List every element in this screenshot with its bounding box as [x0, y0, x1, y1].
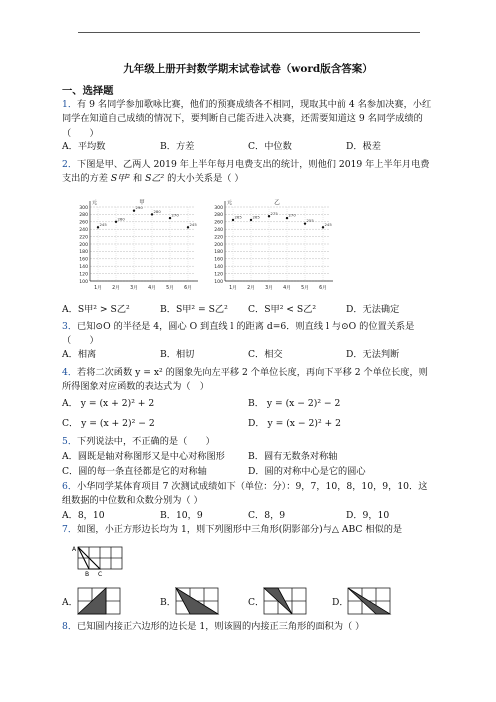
y-tick-label: 160	[214, 257, 223, 263]
data-label: 290	[135, 205, 143, 211]
data-label: 245	[189, 221, 197, 227]
x-tick-label: 1月	[229, 286, 237, 291]
q6-options	[62, 509, 442, 523]
option-d[interactable]: D．无法判断	[346, 349, 400, 360]
option-c[interactable]: C．	[248, 597, 265, 608]
question-number: 3．	[62, 321, 78, 332]
q2-options	[62, 303, 442, 317]
x-tick-label: 3月	[265, 286, 273, 291]
y-tick-label: 300	[214, 205, 223, 211]
option-b[interactable]: B． y = (x − 2)² − 2	[248, 398, 341, 409]
question-8	[62, 620, 436, 634]
y-tick-label: 220	[79, 235, 88, 241]
data-label: 270	[171, 212, 179, 218]
option-c[interactable]: C． y = (x + 2)² − 2	[62, 418, 155, 429]
page-title: 九年级上册开封数学期末试卷试卷（word版含答案）	[123, 63, 373, 75]
y-tick-label: 180	[79, 250, 88, 256]
question-7	[62, 523, 436, 537]
x-tick-label: 4月	[283, 286, 291, 291]
x-tick-label: 5月	[301, 286, 309, 291]
data-label: 255	[306, 218, 314, 224]
y-tick-label: 100	[79, 279, 88, 285]
y-tick-label: 300	[79, 205, 88, 211]
option-a[interactable]: A．平均数	[62, 141, 106, 152]
y-tick-label: 240	[214, 228, 223, 233]
question-number: 1．	[62, 99, 78, 110]
x-tick-label: 1月	[94, 286, 102, 291]
q5-options	[62, 450, 442, 480]
section-heading: 一、选择题	[62, 85, 114, 97]
y-tick-label: 260	[214, 220, 223, 226]
option-c[interactable]: C．8，9	[248, 510, 286, 521]
q1-options	[62, 140, 442, 154]
vertex-a-label: A	[72, 546, 77, 553]
option-d[interactable]: D．	[332, 597, 349, 608]
header-rule	[78, 32, 420, 33]
question-1	[62, 98, 436, 141]
q7-reference-figure	[72, 543, 132, 579]
q7-options	[62, 582, 442, 618]
electricity-charts	[68, 197, 338, 301]
option-a[interactable]: A．8，10	[62, 510, 105, 521]
question-text: 如图，小正方形边长均为 1，则下列图形中三角形(阴影部分)与△ ABC 相似的是	[77, 524, 403, 535]
option-d[interactable]: D． y = (x − 2)² + 2	[248, 418, 342, 429]
question-text-line1: 下图是甲、乙两人 2019 年上半年每月电费支出的统计，则他们 2019 年上半年月电费	[77, 159, 430, 170]
question-5	[62, 435, 436, 449]
y-tick-label: 140	[214, 265, 223, 270]
x-tick-label: 6月	[319, 286, 327, 291]
x-tick-label: 6月	[184, 286, 192, 291]
variance-yi: S乙²	[145, 173, 165, 185]
q3-options	[62, 348, 442, 362]
option-d[interactable]: D．无法确定	[346, 304, 400, 315]
data-label: 265	[252, 214, 260, 220]
vertex-b-label: B	[85, 571, 90, 578]
question-2	[62, 158, 436, 187]
option-b[interactable]: B．圆有无数条对称轴	[248, 451, 338, 462]
x-tick-label: 2月	[247, 286, 255, 291]
question-number: 7．	[62, 524, 78, 535]
data-label: 280	[153, 208, 161, 214]
y-tick-label: 180	[214, 250, 223, 256]
option-c[interactable]: C．S甲² < S乙²	[248, 304, 317, 315]
option-c-figure[interactable]	[262, 584, 308, 616]
question-text-part: 支出的方差	[62, 173, 108, 185]
y-tick-label: 200	[214, 242, 223, 248]
option-b[interactable]: B．S甲² = S乙²	[160, 304, 228, 315]
option-a-figure[interactable]	[76, 584, 122, 616]
y-tick-label: 120	[214, 272, 223, 278]
x-tick-label: 3月	[130, 286, 138, 291]
data-label: 245	[99, 221, 107, 227]
question-text: 已知⊙O 的半径是 4，圆心 O 到直线 l 的距离 d=6．则直线 l 与⊙O 的位置关系是（ ）	[62, 321, 415, 347]
question-3	[62, 320, 436, 349]
y-tick-label: 140	[79, 265, 88, 270]
variance-jia: S甲²	[110, 173, 131, 185]
option-d[interactable]: D．圆的对称中心是它的圆心	[248, 466, 366, 477]
option-d-figure[interactable]	[346, 584, 392, 616]
option-a[interactable]: A．	[62, 597, 78, 608]
question-text: 已知圆内接正六边形的边长是 1，则该圆的内接正三角形的面积为（ ）	[77, 621, 365, 632]
y-tick-label: 100	[214, 279, 223, 285]
option-a[interactable]: A．圆既是轴对称图形又是中心对称图形	[62, 451, 225, 462]
question-number: 8．	[62, 621, 78, 632]
option-c[interactable]: C．中位数	[248, 141, 292, 152]
option-c[interactable]: C．圆的每一条直径都是它的对称轴	[62, 466, 207, 477]
data-label: 270	[288, 212, 296, 218]
x-tick-label: 2月	[112, 286, 120, 291]
data-label: 260	[117, 216, 125, 222]
question-6	[62, 480, 436, 509]
y-axis-label: 元	[227, 200, 233, 206]
y-axis-label: 元	[92, 200, 98, 206]
question-number: 4．	[62, 367, 78, 378]
x-tick-label: 4月	[148, 286, 156, 291]
option-b-figure[interactable]	[174, 584, 220, 616]
y-tick-label: 220	[214, 235, 223, 241]
question-text: 若将二次函数 y = x² 的图象先向左平移 2 个单位长度，再向下平移 2 个单位长度，则所得图象对应函数的表达式为（ ）	[62, 367, 428, 393]
y-tick-label: 280	[214, 213, 223, 219]
y-tick-label: 280	[79, 213, 88, 219]
y-tick-label: 200	[79, 242, 88, 248]
question-text: 小华同学某体育项目 7 次测试成绩如下（单位：分）：9，7，10，8，10，9，10．这组数据的中位数和众数分别为（ ）	[62, 481, 428, 507]
data-label: 265	[234, 214, 242, 220]
question-text-part: 和	[132, 173, 143, 185]
option-a[interactable]: A．S甲² > S乙²	[62, 304, 130, 315]
question-number: 2．	[62, 159, 78, 170]
x-tick-label: 5月	[166, 286, 174, 291]
question-number: 6．	[62, 481, 78, 492]
option-a[interactable]: A．相离	[62, 349, 97, 360]
vertex-c-label: C	[98, 571, 103, 578]
option-b[interactable]: B．相切	[160, 349, 195, 360]
q4-options	[62, 397, 442, 431]
data-label: 275	[270, 210, 278, 216]
option-b[interactable]: B．方差	[160, 141, 195, 152]
y-tick-label: 120	[79, 272, 88, 278]
y-tick-label: 240	[79, 228, 88, 233]
chart-title: 乙	[274, 200, 280, 206]
question-number: 5．	[62, 436, 78, 447]
option-d[interactable]: D．9，10	[346, 510, 390, 521]
option-b[interactable]: B．	[160, 597, 176, 608]
option-b[interactable]: B．10，9	[160, 510, 203, 521]
option-d[interactable]: D．极差	[346, 141, 381, 152]
y-tick-label: 160	[79, 257, 88, 263]
question-text-part: 的大小关系是（ ）	[167, 173, 244, 185]
data-label: 245	[324, 221, 332, 227]
question-4	[62, 366, 436, 395]
question-text: 下列说法中，不正确的是（ ）	[77, 436, 215, 447]
option-c[interactable]: C．相交	[248, 349, 283, 360]
chart-title: 甲	[139, 200, 145, 206]
option-a[interactable]: A． y = (x + 2)² + 2	[62, 398, 155, 409]
question-text: 有 9 名同学参加歌咏比赛，他们的预赛成绩各不相同，现取其中前 4 名参加决赛，小红同学在知道自己成绩的情况下，要判断自己能否进入决赛，还需要知道这 9 名同学成绩的（ ）	[62, 99, 432, 139]
y-tick-label: 260	[79, 220, 88, 226]
